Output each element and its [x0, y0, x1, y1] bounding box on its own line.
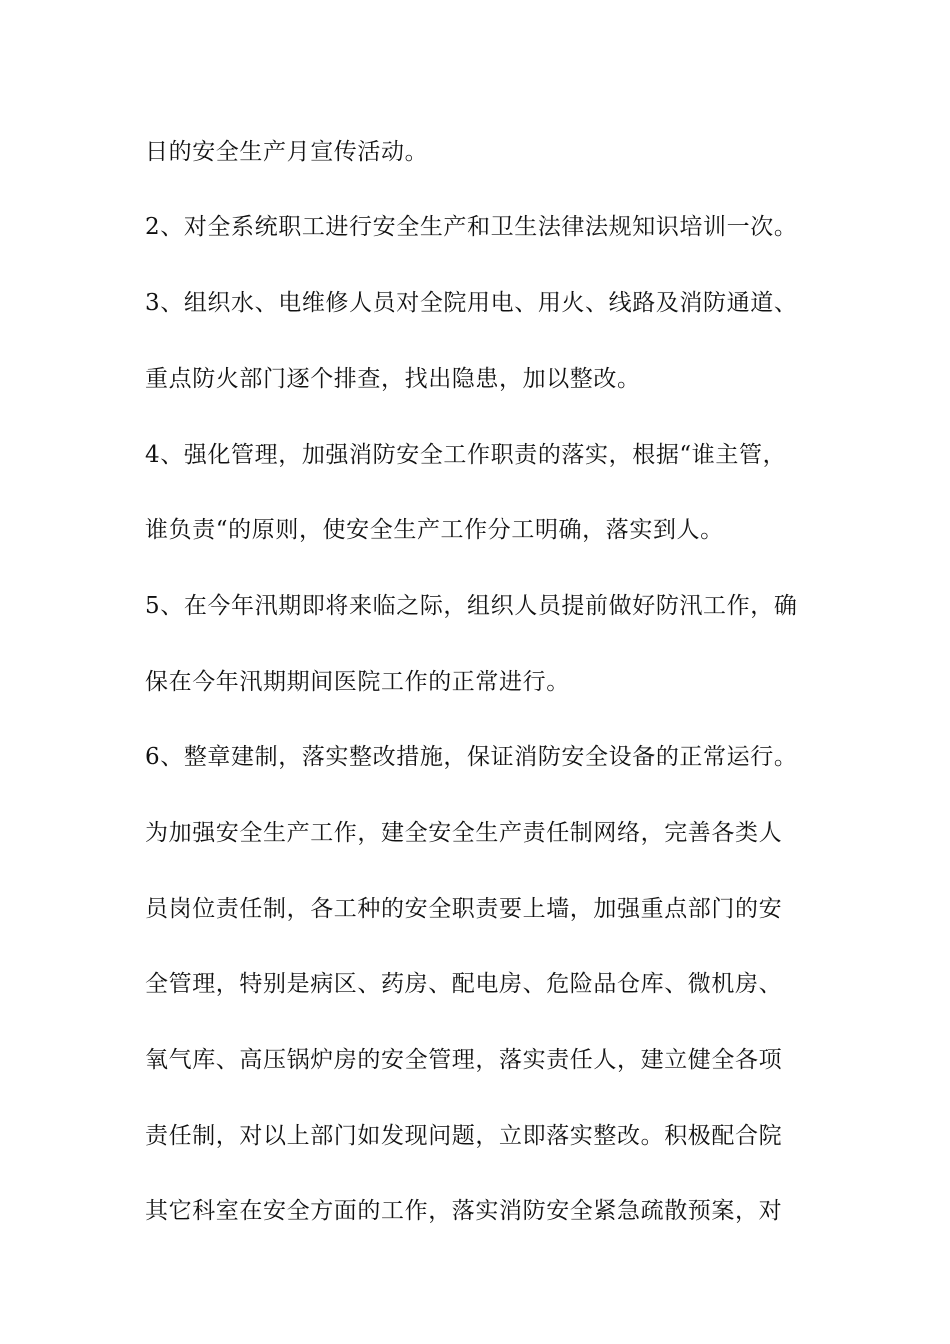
- text-line: 日的安全生产月宣传活动。: [145, 139, 429, 165]
- text-line: 3、组织水、电维修人员对全院用电、用火、线路及消防通道、: [145, 290, 798, 316]
- text-line: 氧气库、高压锅炉房的安全管理，落实责任人，建立健全各项: [145, 1047, 783, 1073]
- text-line: 其它科室在安全方面的工作，落实消防安全紧急疏散预案，对: [145, 1198, 783, 1224]
- text-line: 保在今年汛期期间医院工作的正常进行。: [145, 669, 570, 695]
- text-line: 责任制，对以上部门如发现问题，立即落实整改。积极配合院: [145, 1123, 783, 1149]
- text-line: 员岗位责任制，各工种的安全职责要上墙，加强重点部门的安: [145, 896, 783, 922]
- text-line: 重点防火部门逐个排查，找出隐患，加以整改。: [145, 366, 641, 392]
- text-line: 全管理，特别是病区、药房、配电房、危险品仓库、微机房、: [145, 971, 783, 997]
- text-line: 2、对全系统职工进行安全生产和卫生法律法规知识培训一次。: [145, 214, 798, 240]
- text-line: 谁负责“的原则，使安全生产工作分工明确，落实到人。: [145, 517, 724, 543]
- text-line: 4、强化管理，加强消防安全工作职责的落实，根据“谁主管，: [145, 442, 787, 468]
- text-line: 5、在今年汛期即将来临之际，组织人员提前做好防汛工作，确: [145, 593, 798, 619]
- text-line: 6、整章建制，落实整改措施，保证消防安全设备的正常运行。: [145, 744, 798, 770]
- text-line: 为加强安全生产工作，建全安全生产责任制网络，完善各类人: [145, 820, 783, 846]
